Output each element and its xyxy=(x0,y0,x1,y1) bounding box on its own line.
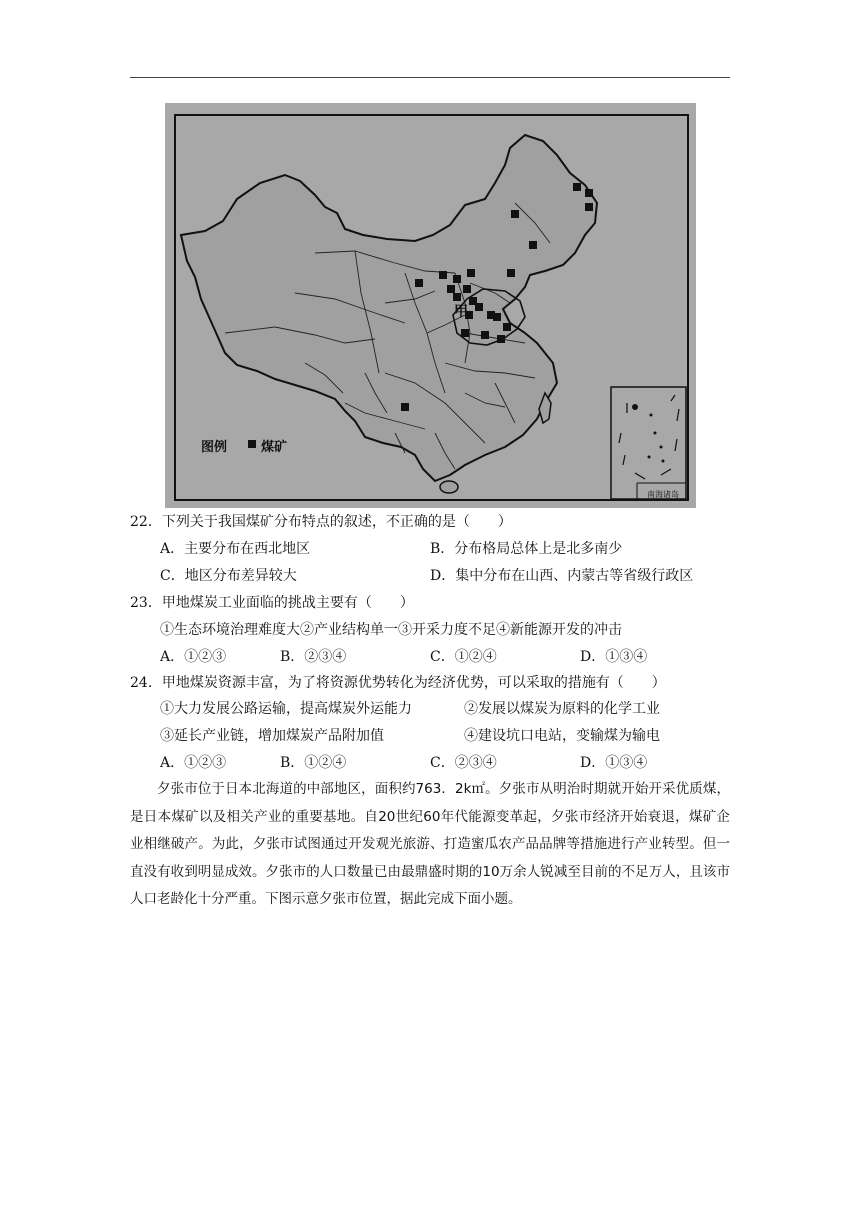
q24-item-2: ②发展以煤炭为原料的化学工业 xyxy=(464,701,660,717)
coal-mine-marker xyxy=(453,293,461,301)
coal-mine-marker xyxy=(573,183,581,191)
q22-option-c: C．地区分布差异较大 xyxy=(160,568,297,584)
coal-mine-marker xyxy=(415,279,423,287)
china-coal-map xyxy=(165,103,696,508)
hainan-island xyxy=(440,481,458,493)
q22-option-d: D．集中分布在山西、内蒙古等省级行政区 xyxy=(430,568,694,584)
coal-mine-marker xyxy=(453,275,461,283)
coal-mine-marker xyxy=(463,285,471,293)
coal-mine-marker xyxy=(401,403,409,411)
q23-items: ①生态环境治理难度大②产业结构单一③开采力度不足④新能源开发的冲击 xyxy=(160,622,622,638)
legend-title: 图例 xyxy=(201,440,228,455)
coal-mine-marker xyxy=(507,269,515,277)
q24-option-c: C．②③④ xyxy=(430,755,497,771)
passage-text: 夕张市位于日本北海道的中部地区，面积约763．2k㎡。夕张市从明治时期就开始开采优质煤，是日本煤矿以及相关产业的重要基地。自20世纪60年代能源变革起，夕张市经济开始衰退，煤矿企业相继破产。为此，夕张市试图通过开发观光旅游、打造蜜瓜农产品品牌等措施进行产业转型。但一直没有收到明显成效。夕张市的人口数量已由最鼎盛时期的10万余人锐减至目前的不足万人，且该市人口老龄化十分严重。下图示意夕张市位置，据此完成下面小题。 xyxy=(130,781,730,907)
coal-mine-marker xyxy=(503,323,511,331)
q24-option-b: B．①②④ xyxy=(280,755,347,771)
coal-mine-marker xyxy=(511,210,519,218)
q23-option-c: C．①②④ xyxy=(430,649,497,665)
q24-option-d: D．①③④ xyxy=(580,755,648,771)
coal-mine-marker xyxy=(467,269,475,277)
q23-option-d: D．①③④ xyxy=(580,649,648,665)
china-outline xyxy=(181,135,597,481)
q24-stem: 24．甲地煤炭资源丰富，为了将资源优势转化为经济优势，可以采取的措施有（ ） xyxy=(130,675,666,691)
coal-mine-marker xyxy=(493,313,501,321)
q23-option-b: B．②③④ xyxy=(280,649,347,665)
coal-mine-marker xyxy=(475,303,483,311)
coal-mine-marker xyxy=(497,335,505,343)
q24-option-a: A．①②③ xyxy=(160,755,227,771)
q22-option-b: B．分布格局总体上是北多南少 xyxy=(430,541,623,557)
q24-item-3: ③延长产业链，增加煤炭产品附加值 xyxy=(160,728,384,744)
q24-item-4: ④建设坑口电站，变输煤为输电 xyxy=(464,728,660,744)
coal-mine-marker xyxy=(529,241,537,249)
coal-mine-marker xyxy=(585,203,593,211)
q22-stem: 22．下列关于我国煤矿分布特点的叙述，不正确的是（ ） xyxy=(130,514,512,530)
coal-mine-marker xyxy=(439,271,447,279)
q23-stem: 23．甲地煤炭工业面临的挑战主要有（ ） xyxy=(130,595,414,611)
inset-label: 南海诸岛 xyxy=(647,490,679,499)
q22-option-a: A．主要分布在西北地区 xyxy=(160,541,311,557)
coal-mine-marker xyxy=(461,329,469,337)
reading-passage xyxy=(130,776,730,914)
q23-option-a: A．①②③ xyxy=(160,649,227,665)
inset-box xyxy=(611,387,686,499)
coal-mine-marker xyxy=(585,189,593,197)
map-figure xyxy=(165,103,696,508)
coal-mine-marker xyxy=(447,285,455,293)
legend-square-icon xyxy=(248,440,256,448)
header-rule xyxy=(130,77,730,78)
q24-item-1: ①大力发展公路运输，提高煤炭外运能力 xyxy=(160,701,412,717)
region-jia-label: 甲 xyxy=(454,304,468,320)
legend-label: 煤矿 xyxy=(261,440,288,455)
coal-mine-marker xyxy=(481,331,489,339)
